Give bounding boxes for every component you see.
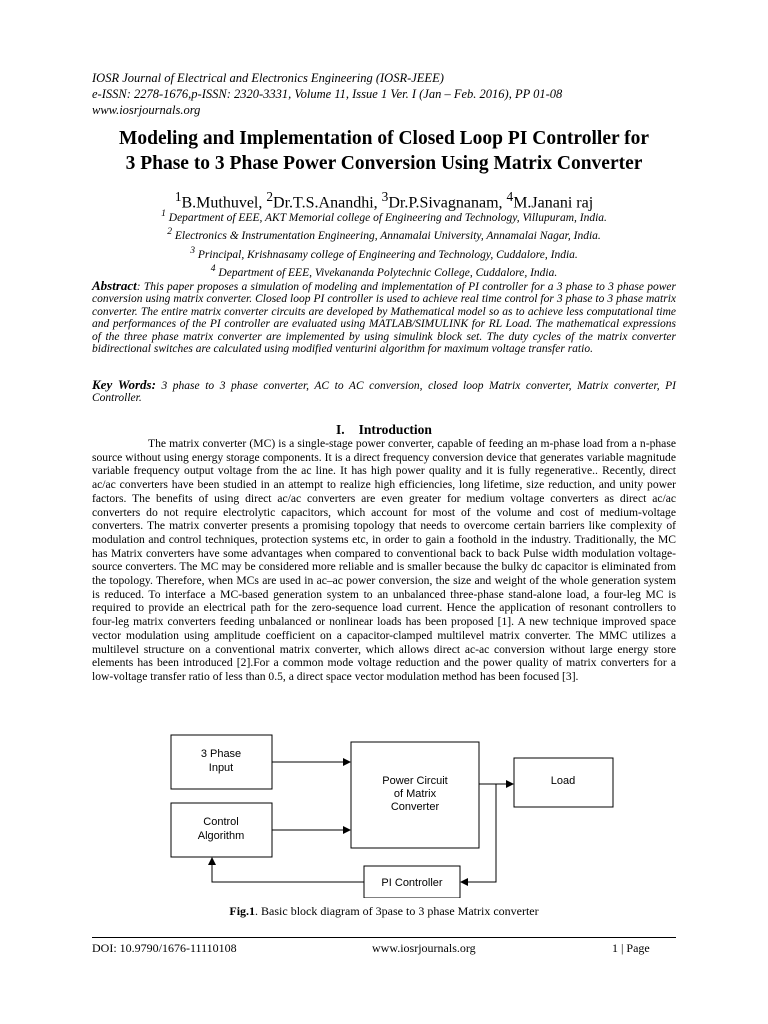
phase-input-line-1: 3 Phase xyxy=(200,748,242,760)
phase-input-line-2: Input xyxy=(208,762,234,774)
author-1-sup: 1 xyxy=(174,189,182,204)
paper-title xyxy=(80,126,688,176)
control-algorithm-line-1: Control xyxy=(203,816,239,828)
affiliation-3: $^3$ Principal, Krishnasamy college of Engineering and Technology, Cuddalore, India. xyxy=(190,244,578,261)
affiliation-2: $^2$ Electronics & Instrumentation Engineering, Annamalai University, Annamalai Nagar, India. xyxy=(167,226,601,243)
footer-website[interactable]: www.iosrjournals.org xyxy=(372,941,476,955)
author-2: Dr.T.S.Anandhi, xyxy=(273,194,382,212)
power-circuit-line-1: Power Circuit xyxy=(382,775,448,787)
keywords-label: Key Words: xyxy=(92,377,156,392)
issn-line: e-ISSN: 2278-1676,p-ISSN: 2320-3331, Volume 11, Issue 1 Ver. I (Jan – Feb. 2016), PP 01-08 xyxy=(92,87,563,101)
title-line-1: Modeling and Implementation of Closed Loop PI Controller for xyxy=(118,128,650,149)
figure-caption xyxy=(80,904,688,919)
author-4-sup: 4 xyxy=(506,189,514,204)
affiliation-1: $^1$ Department of EEE, AKT Memorial college of Engineering and Technology, Villupuram, India. xyxy=(161,208,607,224)
author-2-sup: 2 xyxy=(266,189,274,204)
abstract-text: : This paper proposes a simulation of modeling and implementation of PI controller for a 3 phase to 3 phase power conversion using matrix converter. Closed loop PI controller is used to achieve real time control for 3 phase to 3 phase matrix converter. The entire matrix converter circuits are developed by Mathematical model so as to achieve less computational time and performances of the PI controller are evaluated using MATLAB/SIMULINK for RL Load. The mathematical expressions of the three phase matrix converter are implemented by using simulink block set. The duty cycles of the matrix converter bidirectional switches are calculated using modified venturini algorithm for maximum voltage transfer ratio. xyxy=(92,281,676,356)
footer-page-number: 1 | Page xyxy=(612,941,650,955)
intro-paragraph: The matrix converter (MC) is a single-stage power converter, capable of feeding an m-phase load from a n-phase source without using energy storage components. It is a direct frequency conversion device that generates variable magnitude variable frequency output voltage from the ac line. It has high power quality and it is fully regenerative.. Recently, direct ac/ac converters have been studied in an attempt to realize high efficiencies, long lifetime, size reduction, and unity power factors. The benefits of using direct ac/ac converters are even greater for medium voltage converters as direct ac/ac converters do not require electrolytic capacitors, which account for most of the volume and cost of medium-voltage converters. The matrix converter presents a promising topology that needs to overcome certain barriers like complexity of modulation and control techniques, protection systems etc, in order to gain a foothold in the industry. Traditionally, the MC has Matrix converters have some advantages when compared to conventional back to back Pulse width modulation voltage-source converters. The MC may be considered more reliable and is smaller because the bulky dc capacitor is eliminated from the topology. Therefore, when MCs are used in ac–ac power conversion, the size and weight of the whole generation system is reduced. To interface a MC-based generation system to an unbalanced three-phase stand-alone load, a four-leg MC is required to provide an electrical path for the zero-sequence load current. Hence the application of resonant controllers to four-leg matrix converters feeding unbalanced or nonlinear loads has been proposed [1]. A new technique improved space vector modulation using amplitude coefficient on a capacitor-clamped multilevel matrix converter. The MMC utilizes a multilevel structure on a conventional matrix converter, which allows direct ac-ac conversion without large energy store elements has been introduced [2].For a common mode voltage reduction and the power quality of matrix converters for a low-voltage transfer ratio of less than 0.5, a direct space vector modulation method has been focused [3]. xyxy=(92,437,676,683)
abstract xyxy=(92,280,676,355)
pi-controller-label: PI Controller xyxy=(381,877,443,889)
journal-website[interactable]: www.iosrjournals.org xyxy=(92,103,201,117)
block-diagram xyxy=(150,728,630,898)
affiliations xyxy=(80,207,688,280)
power-circuit-line-3: Converter xyxy=(390,801,440,813)
footer-divider xyxy=(92,937,676,938)
keywords-text: 3 phase to 3 phase converter, AC to AC conversion, closed loop Matrix converter, Matrix converter, PI Controller. xyxy=(92,380,676,405)
footer-doi: DOI: 10.9790/1676-11110108 xyxy=(92,941,237,955)
author-4: M.Janani raj xyxy=(513,194,594,212)
section-title: Introduction xyxy=(358,422,432,437)
author-3: Dr.P.Sivagnanam, xyxy=(388,194,507,212)
control-algorithm-line-2: Algorithm xyxy=(197,830,245,842)
keywords xyxy=(92,379,676,405)
author-3-sup: 3 xyxy=(381,189,389,204)
section-number: I. xyxy=(336,422,345,437)
journal-name: IOSR Journal of Electrical and Electronics Engineering (IOSR-JEEE) xyxy=(92,71,444,85)
load-label: Load xyxy=(550,775,576,787)
journal-header xyxy=(92,70,562,118)
figure-caption-text: . Basic block diagram of 3pase to 3 phase Matrix converter xyxy=(255,904,539,918)
abstract-label: Abstract xyxy=(92,278,137,293)
power-circuit-line-2: of Matrix xyxy=(393,788,437,800)
arrow-pi-to-control xyxy=(212,858,364,882)
figure-label: Fig.1 xyxy=(229,904,256,918)
section-heading xyxy=(80,422,688,438)
affiliation-4: $^4$ Department of EEE, Vivekananda Polytechnic College, Cuddalore, India. xyxy=(210,262,558,279)
author-1: B.Muthuvel, xyxy=(181,194,267,212)
title-line-2: 3 Phase to 3 Phase Power Conversion Using Matrix Converter xyxy=(125,153,643,174)
